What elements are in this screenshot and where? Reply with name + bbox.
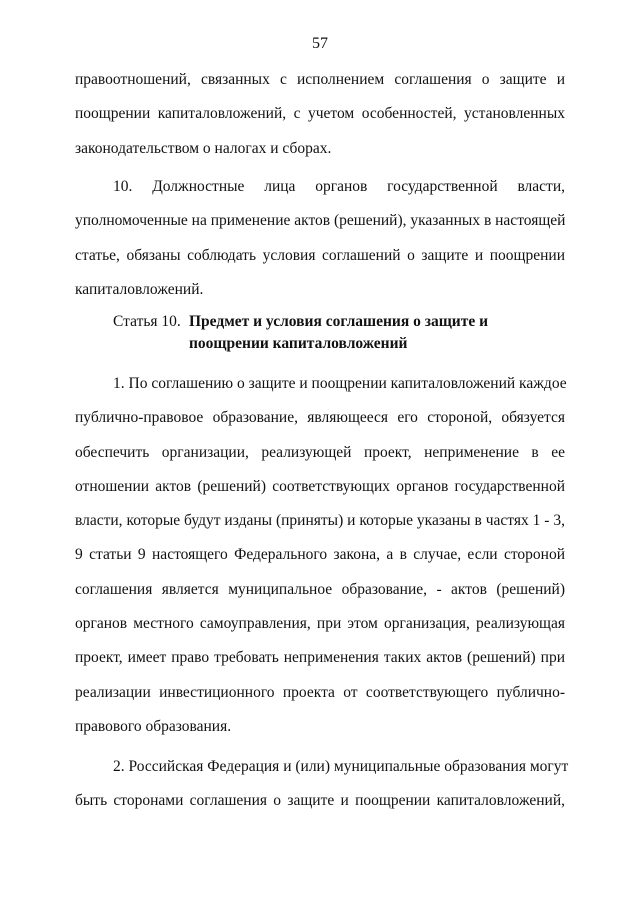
text-line: обеспечить организации, реализующей проект, неприменение в ее <box>75 443 565 461</box>
text-line: проект, имеет право требовать неприменения таких актов (решений) при <box>75 649 565 667</box>
text-line: капиталовложений. <box>75 280 204 298</box>
text-line: поощрении капиталовложений, с учетом особенностей, установленных <box>75 105 565 123</box>
text-line: 10. Должностные лица органов государственной власти, <box>113 178 565 195</box>
text-line: статье, обязаны соблюдать условия соглашений о защите и поощрении <box>75 246 565 264</box>
paragraph-2 <box>75 750 569 819</box>
text-line: органов местного самоуправления, при этом организация, реализующая <box>75 615 565 633</box>
article-heading <box>113 311 573 355</box>
text-line: быть сторонами соглашения о защите и поощрении капиталовложений, <box>75 792 565 810</box>
article-title <box>189 311 529 355</box>
text-line: 9 статьи 9 настоящего Федерального закона, а в случае, если стороной <box>75 546 565 564</box>
text-line: 2. Российская Федерация и (или) муниципальные образования могут <box>113 758 569 775</box>
text-line: соглашения является муниципальное образование, - актов (решений) <box>75 580 565 598</box>
text-line: реализации инвестиционного проекта от соответствующего публично- <box>75 683 565 701</box>
paragraph-continuation <box>75 63 565 166</box>
text-line: уполномоченные на применение актов (решений), указанных в настоящей <box>75 212 566 230</box>
text-line: отношении актов (решений) соответствующих органов государственной <box>75 477 565 495</box>
text-line: 1. По соглашению о защите и поощрении капиталовложений каждое <box>113 375 567 392</box>
paragraph-1 <box>75 367 565 744</box>
text-line: правового образования. <box>75 717 232 735</box>
text-line: власти, которые будут изданы (приняты) и которые указаны в частях 1 - 3, <box>75 512 565 530</box>
article-label: Статья 10. <box>113 313 181 330</box>
text-line: правоотношений, связанных с исполнением соглашения о защите и <box>75 71 565 88</box>
text-line: законодательством о налогах и сборах. <box>75 139 332 157</box>
article-title-line: поощрении капиталовложений <box>189 335 408 352</box>
paragraph-10 <box>75 170 565 307</box>
text-line: публично-правовое образование, являющееся его стороной, обязуется <box>75 409 565 427</box>
page-number: 57 <box>312 35 328 52</box>
article-title-line: Предмет и условия соглашения о защите и <box>189 313 489 330</box>
